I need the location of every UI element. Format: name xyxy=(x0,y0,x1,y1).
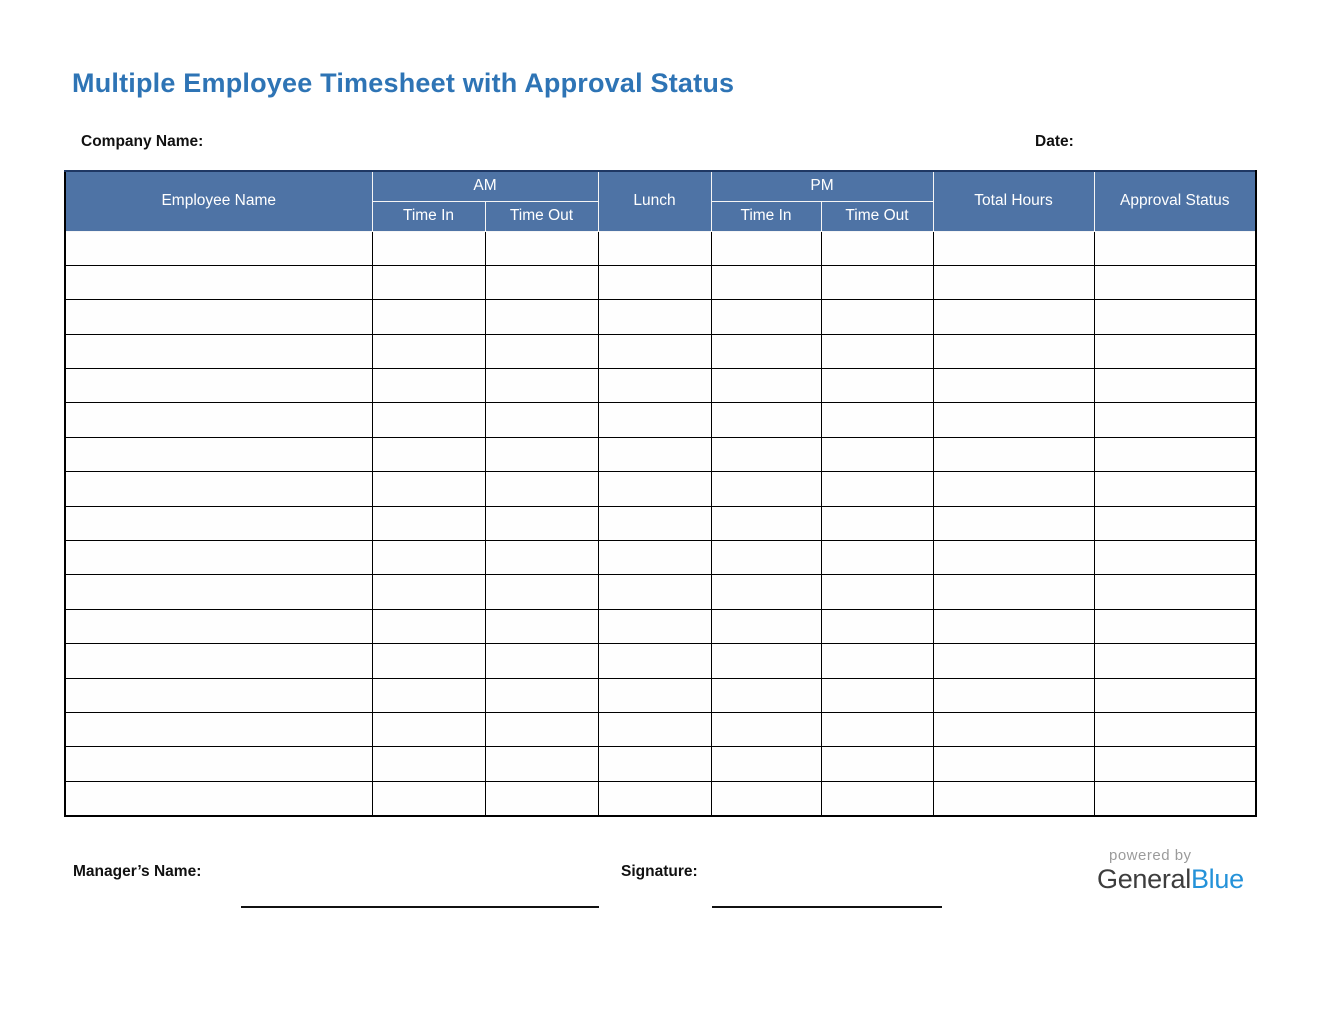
cell-am-time-in[interactable] xyxy=(372,609,485,643)
cell-approval-status[interactable] xyxy=(1094,437,1256,471)
brand-blue-text: Blue xyxy=(1190,863,1244,894)
cell-employee-name[interactable] xyxy=(65,609,372,643)
date-label xyxy=(1035,133,1198,151)
cell-lunch[interactable] xyxy=(598,231,711,265)
cell-am-time-out[interactable] xyxy=(485,609,598,643)
cell-employee-name[interactable] xyxy=(65,231,372,265)
cell-am-time-in[interactable] xyxy=(372,437,485,471)
cell-employee-name[interactable] xyxy=(65,403,372,437)
cell-total-hours[interactable] xyxy=(933,506,1094,540)
header-approval-status: Approval Status xyxy=(1094,171,1256,231)
cell-am-time-out[interactable] xyxy=(485,747,598,781)
generalblue-brand xyxy=(1097,865,1257,895)
cell-pm-time-in[interactable] xyxy=(711,678,821,712)
cell-am-time-out[interactable] xyxy=(485,265,598,299)
cell-approval-status[interactable] xyxy=(1094,644,1256,678)
cell-pm-time-out[interactable] xyxy=(821,369,933,403)
cell-am-time-in[interactable] xyxy=(372,231,485,265)
manager-name-label: Manager’s Name: xyxy=(73,863,202,880)
cell-am-time-in[interactable] xyxy=(372,334,485,368)
header-lunch: Lunch xyxy=(598,171,711,231)
cell-pm-time-in[interactable] xyxy=(711,644,821,678)
cell-total-hours[interactable] xyxy=(933,472,1094,506)
cell-employee-name[interactable] xyxy=(65,472,372,506)
cell-pm-time-in[interactable] xyxy=(711,747,821,781)
cell-lunch[interactable] xyxy=(598,369,711,403)
header-total-hours: Total Hours xyxy=(933,171,1094,231)
header-am-time-in: Time In xyxy=(372,201,485,231)
cell-total-hours[interactable] xyxy=(933,403,1094,437)
cell-am-time-out[interactable] xyxy=(485,300,598,334)
cell-employee-name[interactable] xyxy=(65,781,372,815)
cell-pm-time-in[interactable] xyxy=(711,437,821,471)
cell-pm-time-in[interactable] xyxy=(711,369,821,403)
cell-approval-status[interactable] xyxy=(1094,781,1256,815)
cell-employee-name[interactable] xyxy=(65,712,372,746)
cell-pm-time-out[interactable] xyxy=(821,437,933,471)
cell-pm-time-out[interactable] xyxy=(821,265,933,299)
manager-name-line[interactable] xyxy=(241,906,599,908)
cell-am-time-out[interactable] xyxy=(485,541,598,575)
timesheet-row xyxy=(65,472,1256,506)
cell-am-time-out[interactable] xyxy=(485,437,598,471)
page-title: Multiple Employee Timesheet with Approval Status xyxy=(72,68,735,98)
cell-employee-name[interactable] xyxy=(65,334,372,368)
cell-approval-status[interactable] xyxy=(1094,334,1256,368)
cell-employee-name[interactable] xyxy=(65,437,372,471)
cell-total-hours[interactable] xyxy=(933,369,1094,403)
timesheet-row xyxy=(65,231,1256,265)
cell-employee-name[interactable] xyxy=(65,265,372,299)
cell-lunch[interactable] xyxy=(598,747,711,781)
cell-pm-time-out[interactable] xyxy=(821,644,933,678)
cell-pm-time-in[interactable] xyxy=(711,506,821,540)
header-am-time-out: Time Out xyxy=(485,201,598,231)
cell-total-hours[interactable] xyxy=(933,609,1094,643)
timesheet-row xyxy=(65,265,1256,299)
cell-lunch[interactable] xyxy=(598,575,711,609)
cell-am-time-out[interactable] xyxy=(485,678,598,712)
cell-pm-time-in[interactable] xyxy=(711,472,821,506)
cell-total-hours[interactable] xyxy=(933,231,1094,265)
cell-lunch[interactable] xyxy=(598,644,711,678)
cell-pm-time-out[interactable] xyxy=(821,300,933,334)
cell-am-time-in[interactable] xyxy=(372,300,485,334)
header-pm-time-out: Time Out xyxy=(821,201,933,231)
cell-employee-name[interactable] xyxy=(65,678,372,712)
cell-pm-time-in[interactable] xyxy=(711,231,821,265)
brand-general-text: General xyxy=(1097,863,1191,894)
cell-pm-time-out[interactable] xyxy=(821,575,933,609)
cell-pm-time-in[interactable] xyxy=(711,300,821,334)
timesheet-row xyxy=(65,781,1256,815)
cell-total-hours[interactable] xyxy=(933,541,1094,575)
cell-lunch[interactable] xyxy=(598,300,711,334)
powered-by-text: powered by xyxy=(1109,847,1192,864)
cell-pm-time-out[interactable] xyxy=(821,678,933,712)
cell-am-time-out[interactable] xyxy=(485,472,598,506)
cell-approval-status[interactable] xyxy=(1094,712,1256,746)
cell-pm-time-in[interactable] xyxy=(711,781,821,815)
cell-am-time-in[interactable] xyxy=(372,265,485,299)
header-pm-group: PM xyxy=(711,171,933,201)
cell-pm-time-out[interactable] xyxy=(821,712,933,746)
cell-approval-status[interactable] xyxy=(1094,506,1256,540)
cell-lunch[interactable] xyxy=(598,334,711,368)
cell-pm-time-in[interactable] xyxy=(711,712,821,746)
cell-approval-status[interactable] xyxy=(1094,472,1256,506)
timesheet-row xyxy=(65,403,1256,437)
cell-am-time-in[interactable] xyxy=(372,747,485,781)
cell-am-time-out[interactable] xyxy=(485,644,598,678)
timesheet-header xyxy=(65,171,1256,231)
timesheet-row xyxy=(65,506,1256,540)
cell-approval-status[interactable] xyxy=(1094,369,1256,403)
signature-label: Signature: xyxy=(621,863,698,880)
cell-employee-name[interactable] xyxy=(65,575,372,609)
cell-am-time-out[interactable] xyxy=(485,575,598,609)
cell-total-hours[interactable] xyxy=(933,437,1094,471)
cell-lunch[interactable] xyxy=(598,609,711,643)
company-name-label xyxy=(81,133,328,151)
timesheet-row xyxy=(65,678,1256,712)
timesheet-row xyxy=(65,437,1256,471)
cell-lunch[interactable] xyxy=(598,265,711,299)
cell-total-hours[interactable] xyxy=(933,300,1094,334)
cell-lunch[interactable] xyxy=(598,472,711,506)
company-name-label-text: Company Name: xyxy=(81,133,204,150)
cell-am-time-in[interactable] xyxy=(372,575,485,609)
timesheet-row xyxy=(65,747,1256,781)
cell-total-hours[interactable] xyxy=(933,334,1094,368)
cell-am-time-in[interactable] xyxy=(372,541,485,575)
cell-approval-status[interactable] xyxy=(1094,403,1256,437)
cell-employee-name[interactable] xyxy=(65,747,372,781)
header-pm-time-in: Time In xyxy=(711,201,821,231)
cell-pm-time-out[interactable] xyxy=(821,747,933,781)
cell-pm-time-out[interactable] xyxy=(821,609,933,643)
timesheet-table xyxy=(64,170,1257,817)
date-label-text: Date: xyxy=(1035,133,1074,150)
cell-total-hours[interactable] xyxy=(933,678,1094,712)
signature-line[interactable] xyxy=(712,906,942,908)
cell-pm-time-out[interactable] xyxy=(821,334,933,368)
cell-approval-status[interactable] xyxy=(1094,747,1256,781)
timesheet-row xyxy=(65,609,1256,643)
cell-lunch[interactable] xyxy=(598,541,711,575)
cell-pm-time-in[interactable] xyxy=(711,265,821,299)
cell-am-time-out[interactable] xyxy=(485,712,598,746)
cell-am-time-out[interactable] xyxy=(485,334,598,368)
cell-am-time-out[interactable] xyxy=(485,369,598,403)
timesheet-body xyxy=(65,231,1256,816)
cell-approval-status[interactable] xyxy=(1094,609,1256,643)
cell-am-time-out[interactable] xyxy=(485,781,598,815)
timesheet-row xyxy=(65,644,1256,678)
cell-pm-time-out[interactable] xyxy=(821,781,933,815)
cell-total-hours[interactable] xyxy=(933,644,1094,678)
cell-pm-time-in[interactable] xyxy=(711,403,821,437)
cell-approval-status[interactable] xyxy=(1094,575,1256,609)
cell-total-hours[interactable] xyxy=(933,747,1094,781)
cell-employee-name[interactable] xyxy=(65,369,372,403)
timesheet-row xyxy=(65,300,1256,334)
cell-am-time-in[interactable] xyxy=(372,781,485,815)
header-am-group: AM xyxy=(372,171,598,201)
cell-am-time-out[interactable] xyxy=(485,403,598,437)
cell-employee-name[interactable] xyxy=(65,541,372,575)
timesheet-row xyxy=(65,369,1256,403)
cell-pm-time-in[interactable] xyxy=(711,575,821,609)
cell-pm-time-in[interactable] xyxy=(711,334,821,368)
cell-approval-status[interactable] xyxy=(1094,678,1256,712)
cell-total-hours[interactable] xyxy=(933,265,1094,299)
cell-pm-time-in[interactable] xyxy=(711,609,821,643)
cell-approval-status[interactable] xyxy=(1094,231,1256,265)
cell-employee-name[interactable] xyxy=(65,300,372,334)
cell-pm-time-out[interactable] xyxy=(821,541,933,575)
generalblue-logo xyxy=(1097,848,1257,894)
cell-am-time-in[interactable] xyxy=(372,369,485,403)
timesheet-row xyxy=(65,575,1256,609)
cell-am-time-in[interactable] xyxy=(372,403,485,437)
cell-pm-time-out[interactable] xyxy=(821,403,933,437)
cell-approval-status[interactable] xyxy=(1094,541,1256,575)
cell-am-time-in[interactable] xyxy=(372,678,485,712)
cell-am-time-in[interactable] xyxy=(372,506,485,540)
timesheet-row xyxy=(65,334,1256,368)
cell-approval-status[interactable] xyxy=(1094,265,1256,299)
cell-am-time-out[interactable] xyxy=(485,506,598,540)
cell-lunch[interactable] xyxy=(598,437,711,471)
cell-total-hours[interactable] xyxy=(933,575,1094,609)
cell-approval-status[interactable] xyxy=(1094,300,1256,334)
header-group-row xyxy=(65,171,1256,201)
cell-pm-time-out[interactable] xyxy=(821,472,933,506)
cell-pm-time-out[interactable] xyxy=(821,506,933,540)
cell-employee-name[interactable] xyxy=(65,644,372,678)
cell-lunch[interactable] xyxy=(598,781,711,815)
cell-lunch[interactable] xyxy=(598,712,711,746)
cell-employee-name[interactable] xyxy=(65,506,372,540)
cell-am-time-in[interactable] xyxy=(372,644,485,678)
cell-am-time-in[interactable] xyxy=(372,712,485,746)
cell-lunch[interactable] xyxy=(598,506,711,540)
timesheet-row xyxy=(65,541,1256,575)
cell-pm-time-out[interactable] xyxy=(821,231,933,265)
cell-am-time-out[interactable] xyxy=(485,231,598,265)
cell-total-hours[interactable] xyxy=(933,712,1094,746)
cell-lunch[interactable] xyxy=(598,678,711,712)
cell-total-hours[interactable] xyxy=(933,781,1094,815)
timesheet-row xyxy=(65,712,1256,746)
header-employee-name: Employee Name xyxy=(65,171,372,231)
cell-pm-time-in[interactable] xyxy=(711,541,821,575)
cell-lunch[interactable] xyxy=(598,403,711,437)
cell-am-time-in[interactable] xyxy=(372,472,485,506)
